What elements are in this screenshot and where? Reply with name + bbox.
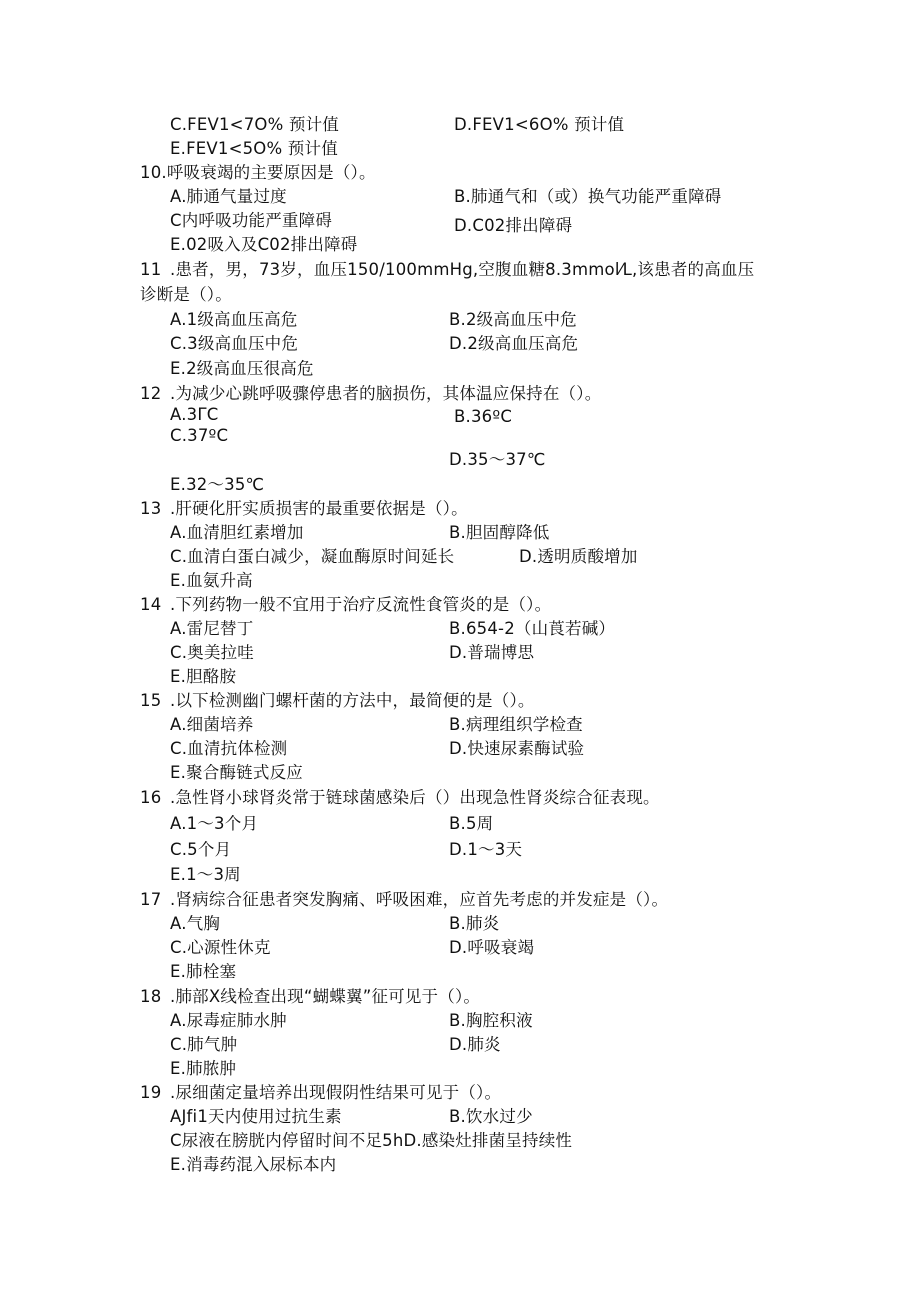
option-b: B.36ºC: [454, 407, 513, 426]
question-11-stem-cont: 诊断是（）。: [140, 285, 232, 304]
option-e: E.消毒药混入尿标本内: [170, 1155, 337, 1174]
option-a: A.1级高血压高危: [170, 310, 298, 329]
option-b: B.胸腔积液: [449, 1011, 533, 1030]
option-a: AJfi1天内使用过抗生素: [170, 1107, 342, 1126]
question-12-stem: .为减少心跳呼吸骤停患者的脑损伤，其体温应保持在（）。: [170, 384, 602, 403]
option-a: A.3ΓC: [170, 405, 219, 424]
option-b: B.2级高血压中危: [449, 310, 577, 329]
option-c-d: C尿液在膀胱内停留时间不足5hD.感染灶排菌呈持续性: [170, 1131, 573, 1150]
question-number: 14: [140, 595, 162, 614]
option-b: B.胆固醇降低: [449, 523, 550, 542]
option-e: E.肺脓肿: [170, 1059, 237, 1078]
option-d: D.透明质酸增加: [519, 547, 638, 566]
option-a: A.雷尼替丁: [170, 619, 254, 638]
option-c: C.3级高血压中危: [170, 334, 299, 353]
option-b: B.654-2（山莨若碱）: [449, 619, 616, 638]
question-number: 15: [140, 691, 162, 710]
option-c: C.血清白蛋白减少，凝血酶原时间延长: [170, 547, 455, 566]
option-a: A.1～3个月: [170, 814, 259, 833]
option-a: A.尿毒症肺水肿: [170, 1011, 287, 1030]
option-e: E.血氨升高: [170, 571, 253, 590]
option-e: E.32～35℃: [170, 475, 265, 494]
option-a: A.血清胆红素增加: [170, 523, 304, 542]
option-a: A.细菌培养: [170, 715, 254, 734]
option-e: E.1～3周: [170, 865, 241, 884]
option-a: A.气胸: [170, 914, 221, 933]
option-d: D.肺炎: [449, 1035, 501, 1054]
option-c: C.FEV1<7O% 预计值: [170, 115, 340, 134]
option-d: D.呼吸衰竭: [449, 938, 535, 957]
option-c: C.血清抗体检测: [170, 739, 288, 758]
question-number: 11: [140, 260, 162, 279]
option-e: E.胆酪胺: [170, 667, 237, 686]
question-13-stem: .肝硬化肝实质损害的最重要依据是（）。: [170, 499, 468, 518]
option-c: C.肺气肿: [170, 1035, 238, 1054]
option-b: B.饮水过少: [449, 1107, 533, 1126]
question-number: 19: [140, 1083, 162, 1102]
question-19-stem: .尿细菌定量培养出现假阴性结果可见于（）。: [170, 1083, 502, 1102]
option-e: E.02吸入及C02排出障碍: [170, 235, 358, 254]
option-e: E.2级高血压很高危: [170, 359, 314, 378]
question-15-stem: .以下检测幽门螺杆菌的方法中，最简便的是（）。: [170, 691, 535, 710]
question-17-stem: .肾病综合征患者突发胸痛、呼吸困难，应首先考虑的并发症是（）。: [170, 890, 669, 909]
question-number: 16: [140, 788, 162, 807]
option-e: E.肺栓塞: [170, 962, 237, 981]
option-e: E.FEV1<5O% 预计值: [170, 139, 338, 158]
option-c: C.5个月: [170, 840, 232, 859]
question-number: 17: [140, 890, 162, 909]
option-c: C.奥美拉哇: [170, 643, 254, 662]
option-d: D.1～3天: [449, 840, 523, 859]
question-18-stem: .肺部X线检查出现“蝴蝶翼”征可见于（）。: [170, 987, 481, 1006]
option-b: B.肺炎: [449, 914, 500, 933]
option-c: C.心源性休克: [170, 938, 271, 957]
option-d: D.2级高血压高危: [449, 334, 579, 353]
option-d: D.普瑞博思: [449, 643, 535, 662]
question-11-stem: .患者，男，73岁，血压150/100mmHg,空腹血糖8.3mmol⁄L,该患者的高血压: [170, 260, 755, 279]
option-d: D.C02排出障碍: [454, 216, 573, 235]
question-10-stem: 10.呼吸衰竭的主要原因是（）。: [140, 163, 376, 182]
option-c: C内呼吸功能严重障碍: [170, 211, 333, 230]
option-b: B.病理组织学检查: [449, 715, 583, 734]
option-d: D.FEV1<6O% 预计值: [454, 115, 625, 134]
option-b: B.肺通气和（或）换气功能严重障碍: [454, 187, 722, 206]
question-14-stem: .下列药物一般不宜用于治疗反流性食管炎的是（）。: [170, 595, 552, 614]
question-number: 12: [140, 384, 162, 403]
question-16-stem: .急性肾小球肾炎常于链球菌感染后（）出现急性肾炎综合征表现。: [170, 788, 660, 807]
option-a: A.肺通气量过度: [170, 187, 287, 206]
question-number: 13: [140, 499, 162, 518]
option-c: C.37ºC: [170, 426, 229, 445]
question-number: 18: [140, 987, 162, 1006]
option-d: D.35～37℃: [449, 450, 546, 469]
option-e: E.聚合酶链式反应: [170, 763, 303, 782]
option-d: D.快速尿素酶试验: [449, 739, 585, 758]
option-b: B.5周: [449, 814, 494, 833]
